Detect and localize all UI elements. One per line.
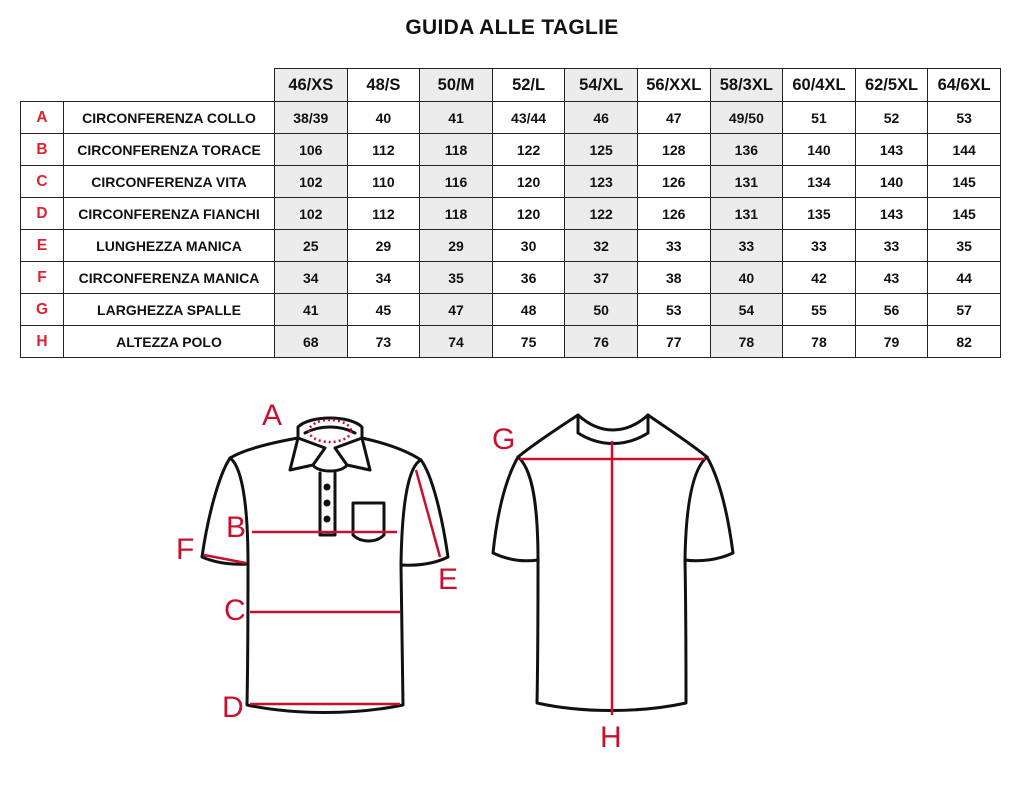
row-label: LARGHEZZA SPALLE [64, 294, 275, 326]
diagram-label-c: C [224, 594, 246, 627]
size-value-cell: 33 [710, 230, 783, 262]
size-value-cell: 140 [783, 134, 856, 166]
size-value-cell: 42 [783, 262, 856, 294]
diagram-label-e: E [438, 563, 459, 596]
size-value-cell: 34 [347, 262, 420, 294]
size-value-cell: 118 [420, 134, 493, 166]
size-value-cell: 50 [565, 294, 638, 326]
size-value-cell: 33 [783, 230, 856, 262]
size-header: 56/XXL [637, 69, 710, 102]
size-value-cell: 29 [420, 230, 493, 262]
size-value-cell: 43/44 [492, 102, 565, 134]
size-value-cell: 145 [928, 166, 1001, 198]
size-value-cell: 140 [855, 166, 928, 198]
front-measure-lines [204, 420, 440, 704]
size-value-cell: 135 [783, 198, 856, 230]
size-value-cell: 53 [637, 294, 710, 326]
size-value-cell: 29 [347, 230, 420, 262]
size-value-cell: 74 [420, 326, 493, 358]
diagram-label-h: H [600, 721, 622, 754]
row-label: CIRCONFERENZA MANICA [64, 262, 275, 294]
size-header: 62/5XL [855, 69, 928, 102]
size-value-cell: 126 [637, 198, 710, 230]
size-value-cell: 120 [492, 198, 565, 230]
size-value-cell: 41 [275, 294, 348, 326]
diagram-label-d: D [222, 691, 244, 724]
row-letter: G [21, 294, 64, 326]
size-value-cell: 77 [637, 326, 710, 358]
size-value-cell: 78 [710, 326, 783, 358]
back-measure-lines [520, 441, 705, 715]
size-value-cell: 49/50 [710, 102, 783, 134]
size-value-cell: 46 [565, 102, 638, 134]
size-value-cell: 40 [710, 262, 783, 294]
size-value-cell: 145 [928, 198, 1001, 230]
row-letter: F [21, 262, 64, 294]
size-value-cell: 43 [855, 262, 928, 294]
size-value-cell: 106 [275, 134, 348, 166]
table-row [21, 166, 1001, 198]
size-header: 48/S [347, 69, 420, 102]
size-value-cell: 102 [275, 166, 348, 198]
row-label: ALTEZZA POLO [64, 326, 275, 358]
size-value-cell: 45 [347, 294, 420, 326]
header-blank [64, 69, 275, 102]
size-value-cell: 56 [855, 294, 928, 326]
page-title: GUIDA ALLE TAGLIE [405, 16, 619, 39]
size-value-cell: 33 [637, 230, 710, 262]
row-label: CIRCONFERENZA TORACE [64, 134, 275, 166]
table-row [21, 102, 1001, 134]
size-value-cell: 48 [492, 294, 565, 326]
polo-front-drawing [202, 418, 448, 713]
size-value-cell: 125 [565, 134, 638, 166]
size-value-cell: 35 [928, 230, 1001, 262]
size-value-cell: 52 [855, 102, 928, 134]
size-value-cell: 35 [420, 262, 493, 294]
size-value-cell: 57 [928, 294, 1001, 326]
size-value-cell: 110 [347, 166, 420, 198]
size-header: 60/4XL [783, 69, 856, 102]
size-value-cell: 78 [783, 326, 856, 358]
size-header: 64/6XL [928, 69, 1001, 102]
row-letter: D [21, 198, 64, 230]
size-value-cell: 128 [637, 134, 710, 166]
size-value-cell: 102 [275, 198, 348, 230]
diagram-label-f: F [176, 533, 195, 566]
collo-measure-line [309, 420, 351, 442]
table-row [21, 294, 1001, 326]
size-value-cell: 143 [855, 134, 928, 166]
row-label: CIRCONFERENZA VITA [64, 166, 275, 198]
size-value-cell: 37 [565, 262, 638, 294]
size-value-cell: 34 [275, 262, 348, 294]
table-row [21, 198, 1001, 230]
size-value-cell: 53 [928, 102, 1001, 134]
size-value-cell: 131 [710, 166, 783, 198]
size-value-cell: 44 [928, 262, 1001, 294]
size-value-cell: 33 [855, 230, 928, 262]
table-row [21, 230, 1001, 262]
row-letter: A [21, 102, 64, 134]
polo-measurement-diagram [0, 385, 1024, 795]
size-value-cell: 116 [420, 166, 493, 198]
size-value-cell: 131 [710, 198, 783, 230]
table-row [21, 326, 1001, 358]
size-value-cell: 36 [492, 262, 565, 294]
size-value-cell: 126 [637, 166, 710, 198]
size-value-cell: 122 [492, 134, 565, 166]
size-value-cell: 112 [347, 134, 420, 166]
size-value-cell: 47 [637, 102, 710, 134]
size-value-cell: 144 [928, 134, 1001, 166]
manica-length-measure-line [416, 470, 440, 557]
size-value-cell: 38 [637, 262, 710, 294]
size-value-cell: 51 [783, 102, 856, 134]
row-label: CIRCONFERENZA COLLO [64, 102, 275, 134]
row-label: CIRCONFERENZA FIANCHI [64, 198, 275, 230]
size-value-cell: 30 [492, 230, 565, 262]
size-value-cell: 136 [710, 134, 783, 166]
size-header: 58/3XL [710, 69, 783, 102]
size-value-cell: 73 [347, 326, 420, 358]
size-value-cell: 68 [275, 326, 348, 358]
table-row [21, 134, 1001, 166]
row-letter: H [21, 326, 64, 358]
size-value-cell: 76 [565, 326, 638, 358]
size-value-cell: 122 [565, 198, 638, 230]
size-header: 54/XL [565, 69, 638, 102]
size-value-cell: 25 [275, 230, 348, 262]
polo-front-buttons [324, 484, 331, 523]
size-value-cell: 123 [565, 166, 638, 198]
size-value-cell: 75 [492, 326, 565, 358]
size-value-cell: 120 [492, 166, 565, 198]
size-header-row [21, 69, 1001, 102]
size-value-cell: 41 [420, 102, 493, 134]
row-letter: E [21, 230, 64, 262]
size-value-cell: 54 [710, 294, 783, 326]
size-value-cell: 143 [855, 198, 928, 230]
size-value-cell: 40 [347, 102, 420, 134]
size-value-cell: 82 [928, 326, 1001, 358]
row-letter: B [21, 134, 64, 166]
size-header: 46/XS [275, 69, 348, 102]
size-value-cell: 32 [565, 230, 638, 262]
size-value-cell: 118 [420, 198, 493, 230]
size-value-cell: 134 [783, 166, 856, 198]
size-value-cell: 47 [420, 294, 493, 326]
size-value-cell: 112 [347, 198, 420, 230]
size-header: 50/M [420, 69, 493, 102]
size-guide-table [20, 68, 1001, 358]
table-row [21, 262, 1001, 294]
row-label: LUNGHEZZA MANICA [64, 230, 275, 262]
size-value-cell: 79 [855, 326, 928, 358]
size-value-cell: 38/39 [275, 102, 348, 134]
diagram-label-b: B [226, 511, 247, 544]
row-letter: C [21, 166, 64, 198]
size-value-cell: 55 [783, 294, 856, 326]
diagram-label-a: A [262, 399, 283, 432]
diagram-label-g: G [492, 423, 516, 456]
size-header: 52/L [492, 69, 565, 102]
header-blank [21, 69, 64, 102]
